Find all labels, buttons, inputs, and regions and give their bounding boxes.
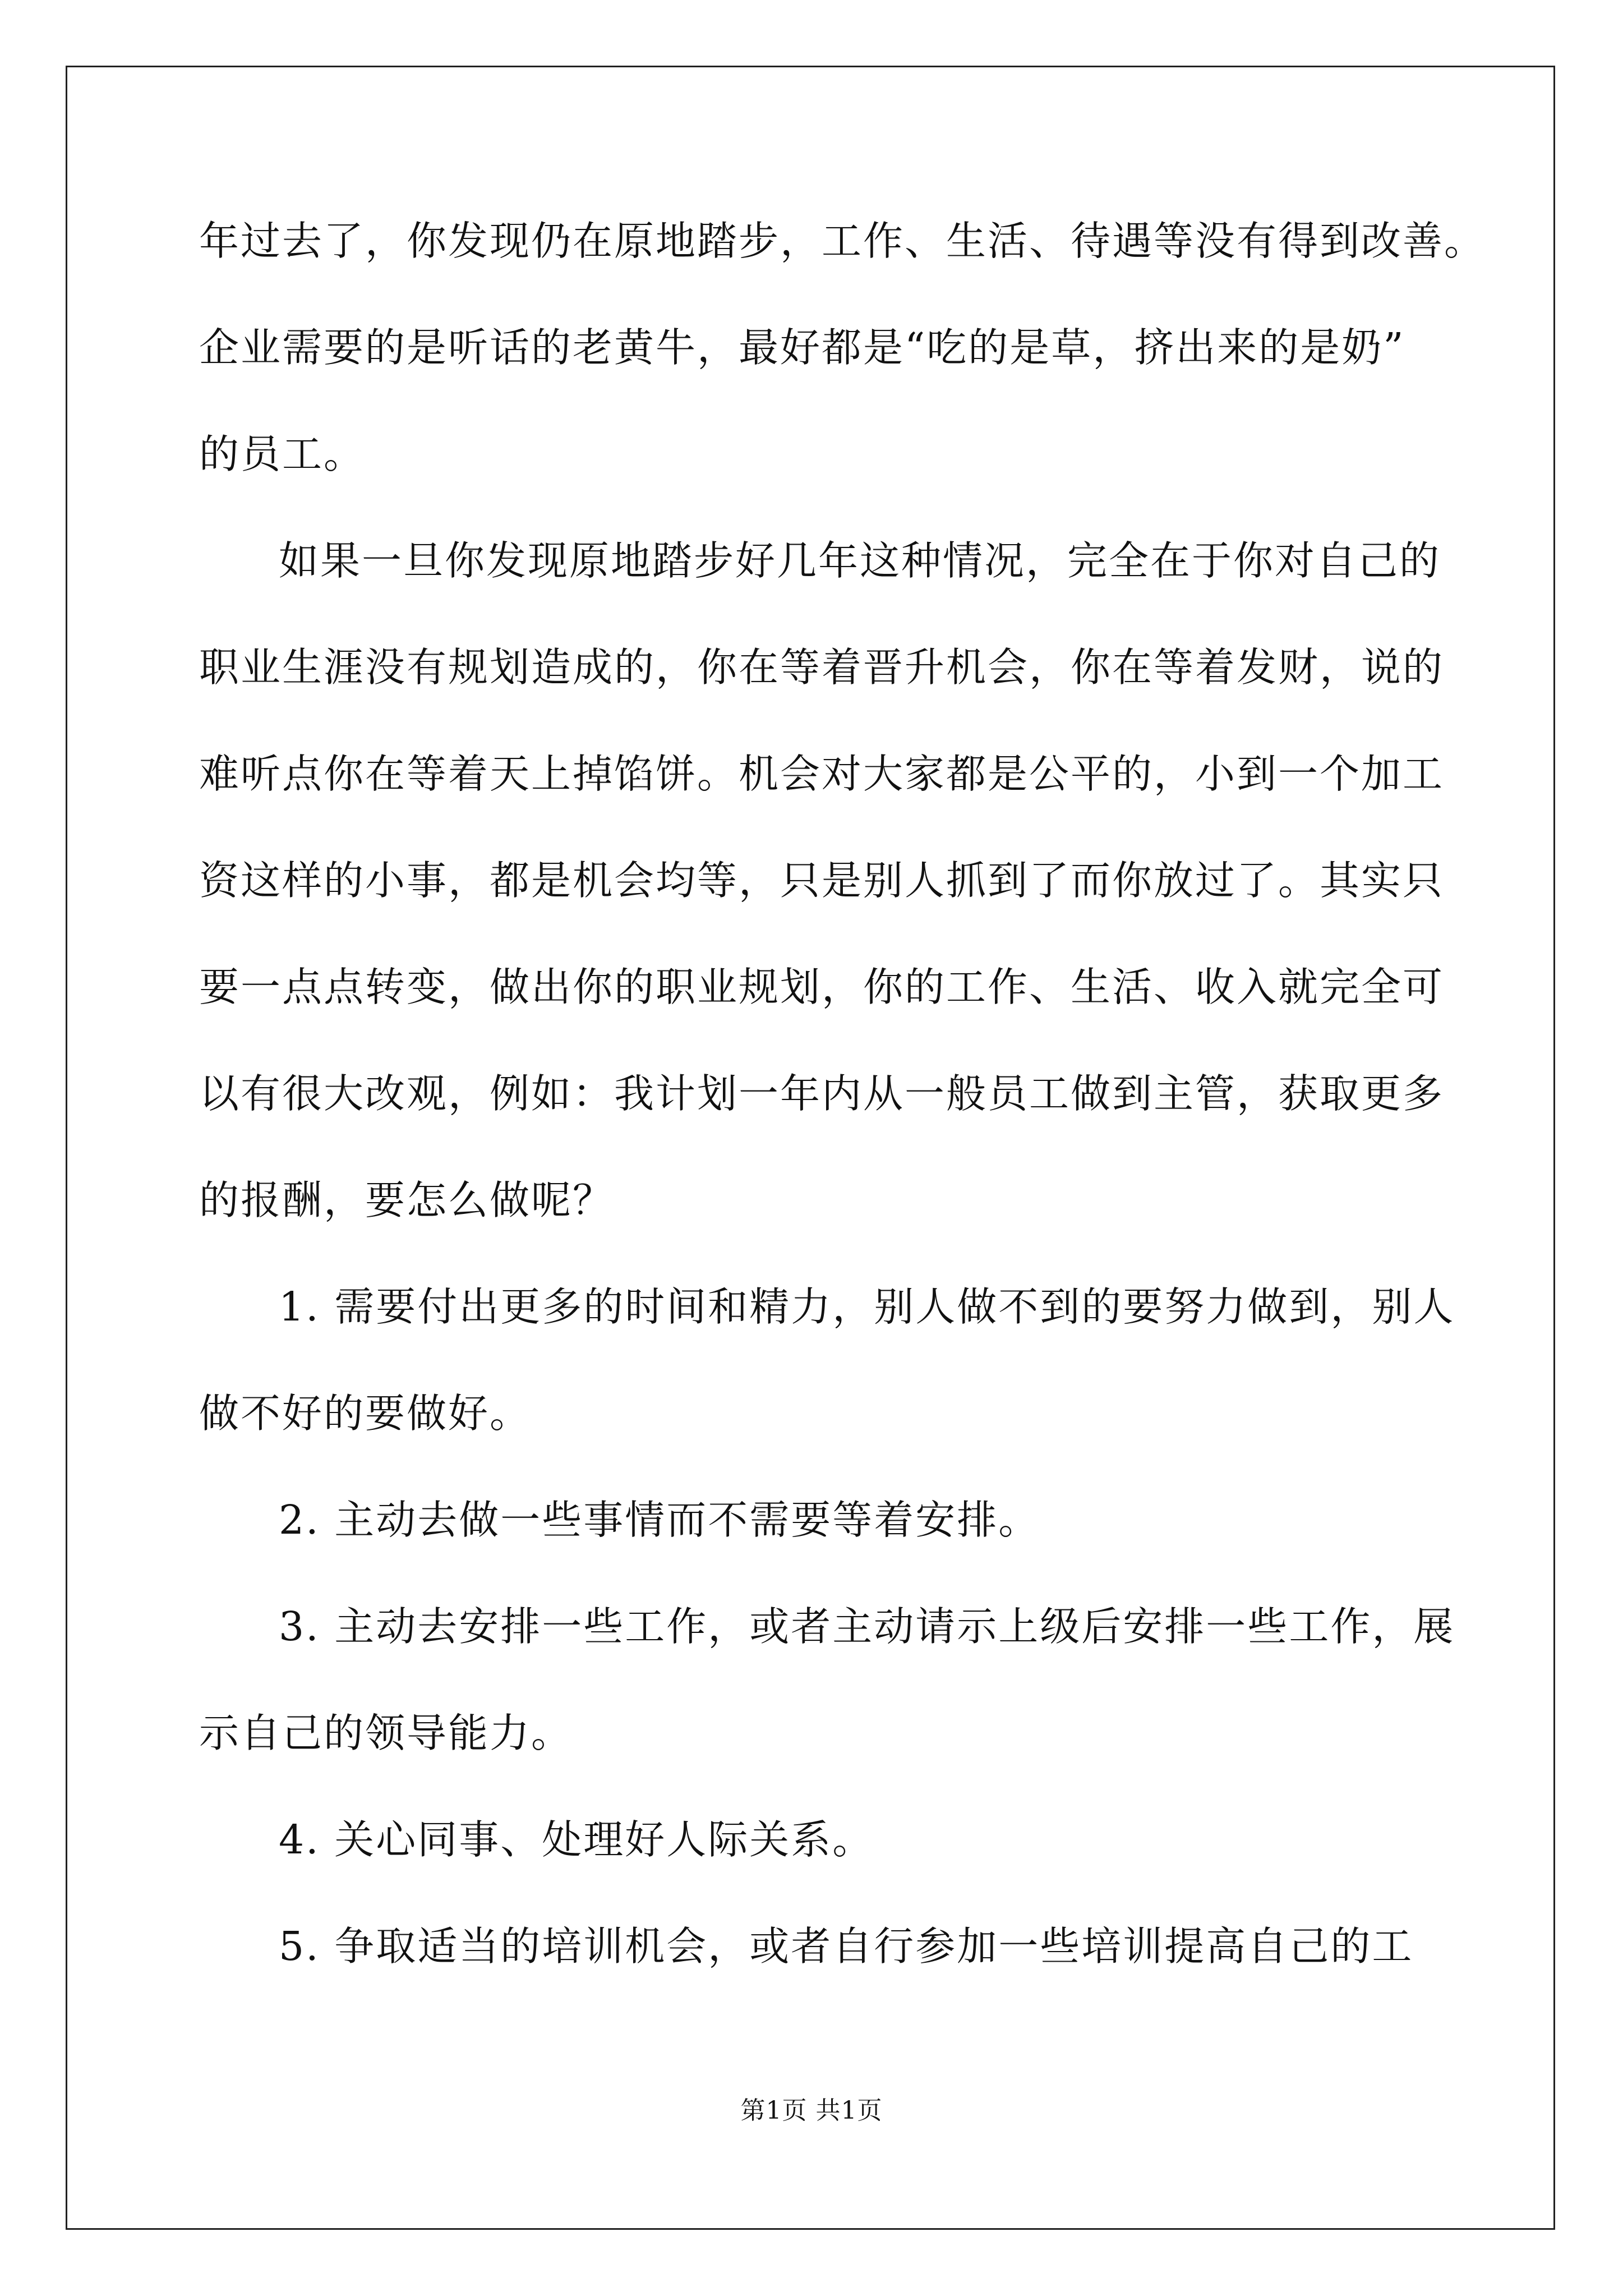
text-line: 企业需要的是听话的老黄牛，最好都是“吃的是草，挤出来的是奶” xyxy=(199,324,1405,371)
page-border xyxy=(66,66,1555,2230)
text-line: 的员工。 xyxy=(199,431,366,477)
text-line: 资这样的小事，都是机会均等，只是别人抓到了而你放过了。其实只 xyxy=(199,857,1445,904)
text-line: 难听点你在等着天上掉馅饼。机会对大家都是公平的，小到一个加工 xyxy=(199,751,1445,797)
list-item-4: 4. 关心同事、处理好人际关系。 xyxy=(279,1816,874,1863)
text-line: 职业生涯没有规划造成的，你在等着晋升机会，你在等着发财，说的 xyxy=(199,644,1445,691)
text-line: 年过去了，你发现仍在原地踏步，工作、生活、待遇等没有得到改善。 xyxy=(199,218,1486,264)
text-line: 的报酬，要怎么做呢？ xyxy=(199,1177,615,1223)
paragraph-first-line: 如果一旦你发现原地踏步好几年这种情况，完全在于你对自己的 xyxy=(279,537,1441,584)
page-footer: 第1页 共1页 xyxy=(740,2096,883,2125)
list-item-1: 1. 需要付出更多的时间和精力，别人做不到的要努力做到，别人 xyxy=(279,1283,1455,1330)
list-item-2: 2. 主动去做一些事情而不需要等着安排。 xyxy=(279,1497,1040,1543)
text-line: 以有很大改观，例如：我计划一年内从一般员工做到主管，获取更多 xyxy=(199,1070,1445,1117)
list-item-3: 3. 主动去安排一些工作，或者主动请示上级后安排一些工作，展 xyxy=(279,1603,1455,1650)
text-line: 要一点点转变，做出你的职业规划，你的工作、生活、收入就完全可 xyxy=(199,964,1445,1010)
list-item-5: 5. 争取适当的培训机会，或者自行参加一些培训提高自己的工 xyxy=(279,1923,1414,1970)
text-line: 示自己的领导能力。 xyxy=(199,1710,573,1756)
text-line: 做不好的要做好。 xyxy=(199,1390,532,1437)
